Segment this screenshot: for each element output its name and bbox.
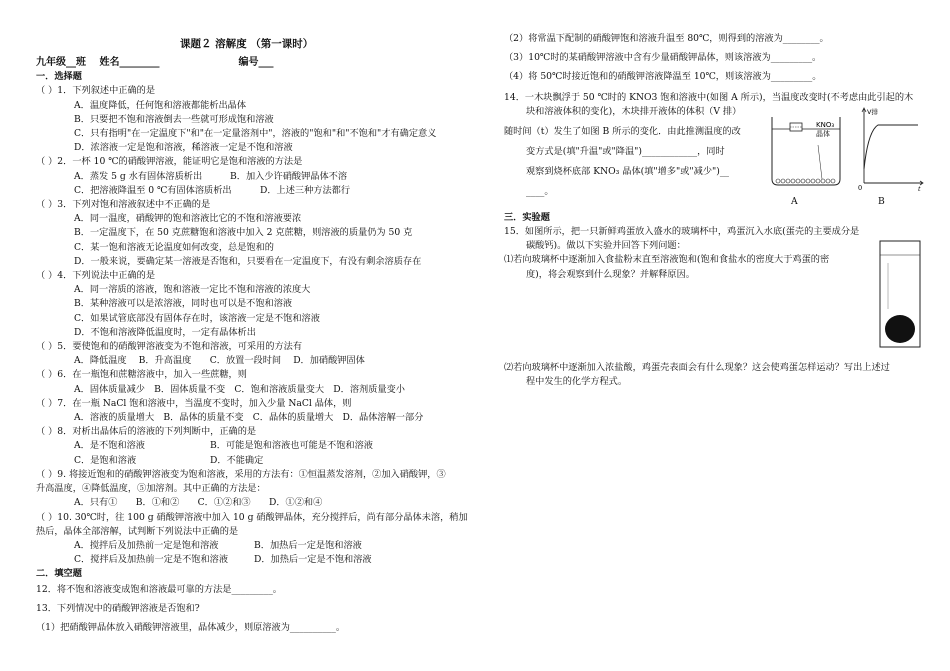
q4-option-c: C．如果试管底部没有固体存在时，该溶液一定是不饱和溶液	[74, 312, 320, 324]
question-10-line1: （ ）10. 30℃时，往 100 g 硝酸钾溶液中加入 10 g 硝酸钾晶体，充分搅拌后，尚有部分晶体未溶，稍加	[36, 511, 468, 523]
q5-options: A．降低温度 B．升高温度 C．放置一段时间 D．加硝酸钾固体	[74, 355, 365, 367]
question-1: （ ）1．下列叙述中正确的是	[36, 85, 156, 97]
question-14-line2: 块和溶液体积的变化)，木块排开液体的体积（V 排）	[526, 105, 742, 117]
x-axis-label: t	[918, 184, 921, 191]
question-15-line1: 15．如图所示，把一只新鲜鸡蛋放入盛水的玻璃杯中，鸡蛋沉入水底(蛋壳的主要成分是	[504, 226, 860, 238]
question-14-line3: 随时间（t）发生了如图 B 所示的变化．由此推测温度的改	[504, 125, 741, 137]
question-9-line1: （ ）9. 将接近饱和的硝酸钾溶液变为饱和溶液，采用的方法有：①恒温蒸发溶剂，②加入硝酸钾，③	[36, 468, 446, 480]
question-8: （ ）8．对析出晶体后的溶液的下列判断中，正确的是	[36, 426, 257, 438]
q1-option-d: D．浓溶液一定是饱和溶液，稀溶液一定是不饱和溶液	[74, 142, 293, 154]
question-3: （ ）3．下列对饱和溶液叙述中不正确的是	[36, 199, 211, 211]
student-header	[36, 56, 466, 70]
question-15-line3: ⑴若向玻璃杯中逐渐加入食盐粉末直至溶液饱和(饱和食盐水的密度大于鸡蛋的密	[504, 254, 830, 266]
q3-option-c: C．某一饱和溶液无论温度如何改变，总是饱和的	[74, 241, 274, 253]
q3-option-a: A．同一温度，硝酸钾的饱和溶液比它的不饱和溶液要浓	[74, 213, 302, 225]
question-7: （ ）7．在一瓶 NaCl 饱和溶液中，当温度不变时，加入少量 NaCl 晶体，则	[36, 397, 352, 409]
question-9-line2: 升高温度，④降低温度，⑤加溶剂。其中正确的方法是：	[36, 483, 266, 495]
question-6: （ ）6．在一瓶饱和蔗糖溶液中，加入一些蔗糖，则	[36, 369, 247, 381]
question-14-line1: 14．一木块飘浮于 50 ℃时的 KNO3 饱和溶液中(如图 A 所示)，当温度改变时(不考虑由此引起的木	[504, 91, 914, 103]
question-10-line2: 热后，晶体全部溶解，试判断下列说法中正确的是	[36, 525, 239, 537]
q3-option-d: D．一般来说，要确定某一溶液是否饱和，只要看在一定温度下，有没有剩余溶质存在	[74, 255, 422, 267]
question-5: （ ）5．要使饱和的硝酸钾溶液变为不饱和溶液，可采用的方法有	[36, 341, 303, 353]
question-12: 12．将不饱和溶液变成饱和溶液最可靠的方法是_________。	[36, 583, 282, 595]
question-2: （ ）2．一杯 10 ℃的硝酸钾溶液，能证明它是饱和溶液的方法是	[36, 156, 303, 168]
class-name-field: 九年级__班 姓名________	[36, 57, 160, 68]
q10-options-row1	[36, 539, 466, 553]
question-14-line4: 变方式是(填"升温"或"降温")____________，同时	[526, 145, 725, 157]
beaker-figure	[766, 109, 846, 191]
section-choice-title: 一．选择题	[36, 71, 82, 83]
q1-option-c: C．只有指明"在一定温度下"和"在一定量溶剂中"，溶液的"饱和"和"不饱和"才有确定意义	[74, 128, 437, 140]
q2-option-c: C．把溶液降温至 0 ℃有固体溶质析出	[74, 184, 232, 196]
volume-curve	[864, 125, 918, 169]
q2-options-row1	[36, 170, 466, 184]
figure-b-label: B	[878, 195, 885, 207]
question-4: （ ）4．下列说法中正确的是	[36, 270, 156, 282]
q4-option-b: B．某种溶液可以是浓溶液，同时也可以是不饱和溶液	[74, 298, 293, 310]
q6-options: A．固体质量减少 B．固体质量不变 C．饱和溶液质量变大 D．溶剂质量变小	[74, 383, 405, 395]
q10-option-c: C．搅拌后及加热前一定是不饱和溶液	[74, 554, 229, 566]
question-15-line5: ⑵若向玻璃杯中逐渐加入浓盐酸，鸡蛋壳表面会有什么现象？这会使鸡蛋怎样运动？写出上述过	[504, 362, 890, 374]
graph-figure	[856, 105, 926, 191]
q8-option-c: C．是饱和溶液	[74, 454, 137, 466]
q8-option-b: B．可能是饱和溶液也可能是不饱和溶液	[210, 440, 373, 452]
figure-a-label: A	[791, 195, 798, 207]
right-column	[504, 32, 922, 389]
question-14-line6: ____。	[526, 185, 554, 197]
q1-option-b: B．只要把不饱和溶液倒去一些就可形成饱和溶液	[74, 113, 274, 125]
egg	[885, 315, 915, 343]
section-experiment-title: 三．实验题	[504, 211, 550, 223]
q3-option-b: B．一定温度下，在 50 克蔗糖饱和溶液中加入 2 克蔗糖，则溶液的质量仍为 50 克	[74, 227, 413, 239]
section-fill-title: 二．填空题	[36, 568, 82, 580]
q8-option-a: A．是不饱和溶液	[74, 440, 145, 452]
q2-option-b: B．加入少许硝酸钾晶体不溶	[230, 170, 348, 182]
y-axis-label: V排	[867, 107, 878, 116]
q9-options: A．只有① B．①和② C．①②和③ D．①②和④	[74, 497, 323, 509]
kno3-label: KNO₃	[816, 120, 835, 129]
question-15-line2: 碳酸钙)。做以下实验并回答下列问题：	[526, 240, 686, 252]
glass-egg-figure	[878, 239, 922, 351]
q10-option-a: A．搅拌后及加热前一定是饱和溶液	[74, 539, 219, 551]
question-13-part1: （1）把硝酸钾晶体放入硝酸钾溶液里，晶体减少，则原溶液为__________。	[36, 621, 346, 633]
q8-option-d: D．不能确定	[210, 454, 264, 466]
question-15-block	[504, 225, 922, 359]
q2-option-d: D．上述三种方法都行	[260, 184, 351, 196]
question-13-part3: （3）10℃时的某硝酸钾溶液中含有少量硝酸钾晶体，则该溶液为_________。	[504, 52, 822, 64]
q10-options-row2	[36, 553, 466, 567]
q10-option-d: D．加热后一定是不饱和溶液	[254, 554, 372, 566]
page-title: 课题２ 溶解度 （第一课时）	[180, 38, 314, 50]
q4-option-a: A．同一溶质的溶液，饱和溶液一定比不饱和溶液的浓度大	[74, 284, 311, 296]
q4-option-d: D．不饱和溶液降低温度时，一定有晶体析出	[74, 326, 256, 338]
q8-options-row1	[36, 439, 466, 453]
q7-options: A．溶液的质量增大 B．晶体的质量不变 C．晶体的质量增大 D．晶体溶解一部分	[74, 412, 424, 424]
left-column	[36, 32, 466, 635]
crystal-label: 晶体	[816, 129, 830, 138]
q8-options-row2	[36, 454, 466, 468]
question-14-block	[504, 105, 922, 209]
question-13-part4: （4）将 50℃时接近饱和的硝酸钾溶液降温至 10℃，则该溶液为_________。	[504, 71, 822, 83]
question-15-line6: 程中发生的化学方程式。	[526, 376, 628, 388]
q1-option-a: A．温度降低，任何饱和溶液都能析出晶体	[74, 99, 247, 111]
svg-text:0: 0	[858, 183, 863, 191]
number-field: 编号___	[238, 57, 274, 68]
q10-option-b: B．加热后一定是饱和溶液	[254, 539, 362, 551]
q2-options-row2	[36, 184, 466, 198]
question-14-line5: 观察到烧杯底部 KNO₃ 晶体(填"增多"或"减少")__	[526, 165, 730, 177]
question-13: 13．下列情况中的硝酸钾溶液是否饱和?	[36, 602, 200, 614]
q2-option-a: A．蒸发 5 g 水有固体溶质析出	[74, 170, 203, 182]
question-15-line4: 度)，将会观察到什么现象？并解释原因。	[526, 268, 695, 280]
question-13-part2: （2）将常温下配制的硝酸钾饱和溶液升温至 80℃，则得到的溶液为________。	[504, 33, 829, 44]
